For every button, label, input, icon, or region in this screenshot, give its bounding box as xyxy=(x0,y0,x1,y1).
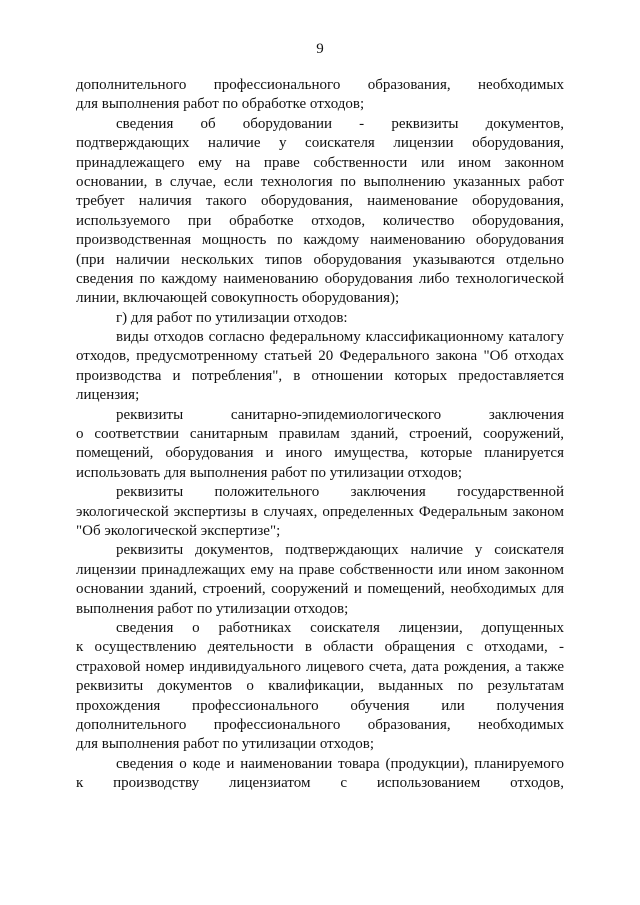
page-number: 9 xyxy=(316,41,324,57)
text-line: к производству лицензиатом с использованием отходов, xyxy=(76,775,564,792)
text-line: помещений, оборудования и иного имущества, которые планируется xyxy=(76,445,564,462)
text-line: виды отходов согласно федеральному классификационному каталогу xyxy=(116,329,564,346)
text-line: о соответствии санитарным правилам зданий, строений, сооружений, xyxy=(76,426,564,443)
text-line: требует наличия такого оборудования, наименование оборудования, xyxy=(76,193,564,210)
text-line: производственная мощность по каждому наименованию оборудования xyxy=(76,232,564,249)
text-line: сведения о работниках соискателя лицензии, допущенных xyxy=(116,619,564,636)
text-line: дополнительного профессионального образования, необходимых xyxy=(76,77,564,93)
text-line: выполнения работ по утилизации отходов; xyxy=(76,600,349,617)
text-line: для выполнения работ по обработке отходов; xyxy=(76,96,365,113)
text-line: производства и потребления", в отношении которых предоставляется xyxy=(76,367,564,384)
text-line: сведения об оборудовании - реквизиты документов, xyxy=(116,115,564,132)
text-line: прохождения профессионального обучения или получения xyxy=(76,697,564,714)
text-line: для выполнения работ по утилизации отходов; xyxy=(76,736,375,753)
text-line: лицензии принадлежащих ему на праве собственности или ином законном xyxy=(76,561,564,578)
text-line: реквизиты документов о квалификации, выданных по результатам xyxy=(76,678,564,695)
text-line: страховой номер индивидуального лицевого счета, дата рождения, а также xyxy=(76,658,564,675)
text-line: реквизиты санитарно-эпидемиологического заключения xyxy=(116,406,564,423)
text-line: сведения о коде и наименовании товара (продукции), планируемого xyxy=(116,755,564,772)
text-line: основании, в случае, если технология по выполнению указанных работ xyxy=(76,173,564,190)
text-line: дополнительного профессионального образования, необходимых xyxy=(76,716,564,733)
text-line: линии, включающей совокупность оборудования); xyxy=(76,290,400,307)
text-line: подтверждающих наличие у соискателя лицензии оборудования, xyxy=(76,135,564,152)
text-line: г) для работ по утилизации отходов: xyxy=(116,309,348,326)
text-line: лицензия; xyxy=(76,387,140,404)
text-line: использовать для выполнения работ по утилизации отходов; xyxy=(76,464,463,481)
text-line: сведения по каждому наименованию оборудования либо технологической xyxy=(76,270,564,287)
text-line: используемого при обработке отходов, количество оборудования, xyxy=(76,212,564,229)
text-line: к осуществлению деятельности в области обращения с отходами, - xyxy=(76,639,564,656)
text-line: экологической экспертизы в случаях, определенных Федеральным законом xyxy=(76,503,564,520)
text-line: реквизиты документов, подтверждающих наличие у соискателя xyxy=(116,542,564,559)
text-line: отходов, предусмотренному статьей 20 Федерального закона "Об отходах xyxy=(76,348,564,365)
text-line: основании зданий, строений, сооружений и помещений, необходимых для xyxy=(76,581,564,598)
text-line: реквизиты положительного заключения государственной xyxy=(116,484,564,501)
text-line: (при наличии нескольких типов оборудования указываются отдельно xyxy=(76,251,564,268)
text-line: "Об экологической экспертизе"; xyxy=(76,522,281,539)
document-body-text xyxy=(76,76,564,793)
text-line: принадлежащего ему на праве собственности или ином законном xyxy=(76,154,564,171)
